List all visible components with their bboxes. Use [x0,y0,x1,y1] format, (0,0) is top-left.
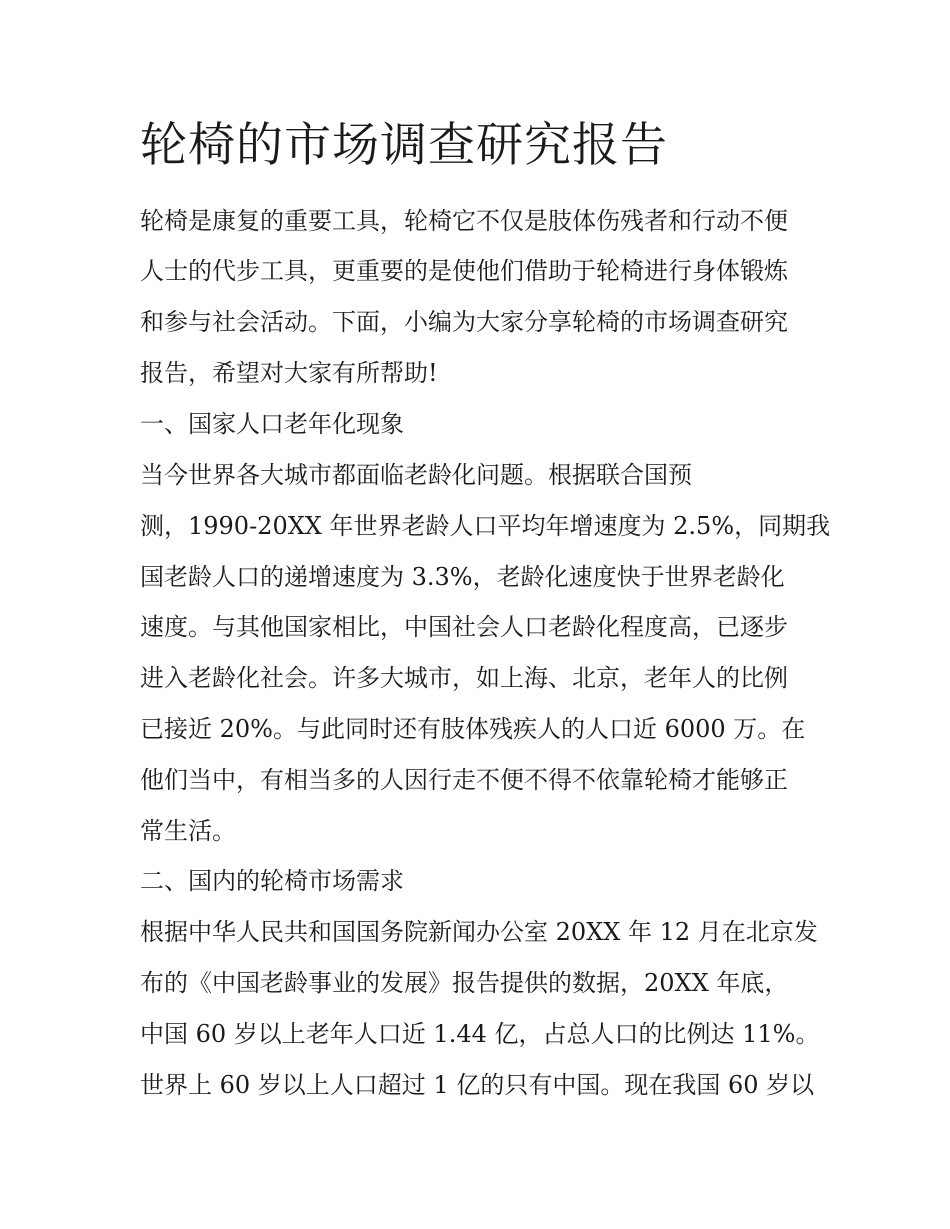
section-heading-1: 一、国家人口老年化现象 [140,410,404,438]
section2-line-4: 世界上 60 岁以上人口超过 1 亿的只有中国。现在我国 60 岁以 [140,1071,815,1099]
section1-line-4: 速度。与其他国家相比，中国社会人口老龄化程度高，已逐步 [140,613,788,641]
section1-line-1: 当今世界各大城市都面临老龄化问题。根据联合国预 [140,461,692,489]
section2-line-3: 中国 60 岁以上老年人口近 1.44 亿，占总人口的比例达 11%。 [140,1020,820,1048]
intro-line-4: 报告，希望对大家有所帮助! [140,359,438,387]
section2-line-1: 根据中华人民共和国国务院新闻办公室 20XX 年 12 月在北京发 [140,918,818,946]
section1-line-2: 测，1990-20XX 年世界老龄人口平均年增速度为 2.5%，同期我 [140,512,831,540]
intro-line-1: 轮椅是康复的重要工具，轮椅它不仅是肢体伤残者和行动不便 [140,207,788,235]
section2-line-2: 布的《中国老龄事业的发展》报告提供的数据，20XX 年底， [140,969,789,997]
intro-line-2: 人士的代步工具，更重要的是使他们借助于轮椅进行身体锻炼 [140,257,788,285]
section1-line-6: 已接近 20%。与此同时还有肢体残疾人的人口近 6000 万。在 [140,715,806,743]
intro-line-3: 和参与社会活动。下面，小编为大家分享轮椅的市场调查研究 [140,308,788,336]
section1-line-7: 他们当中，有相当多的人因行走不便不得不依靠轮椅才能够正 [140,766,788,794]
section1-line-8: 常生活。 [140,817,236,845]
section1-line-5: 进入老龄化社会。许多大城市，如上海、北京，老年人的比例 [140,664,788,692]
document-title: 轮椅的市场调查研究报告 [140,118,668,173]
section-heading-2: 二、国内的轮椅市场需求 [140,867,404,895]
section1-line-3: 国老龄人口的递增速度为 3.3%，老龄化速度快于世界老龄化 [140,563,785,591]
